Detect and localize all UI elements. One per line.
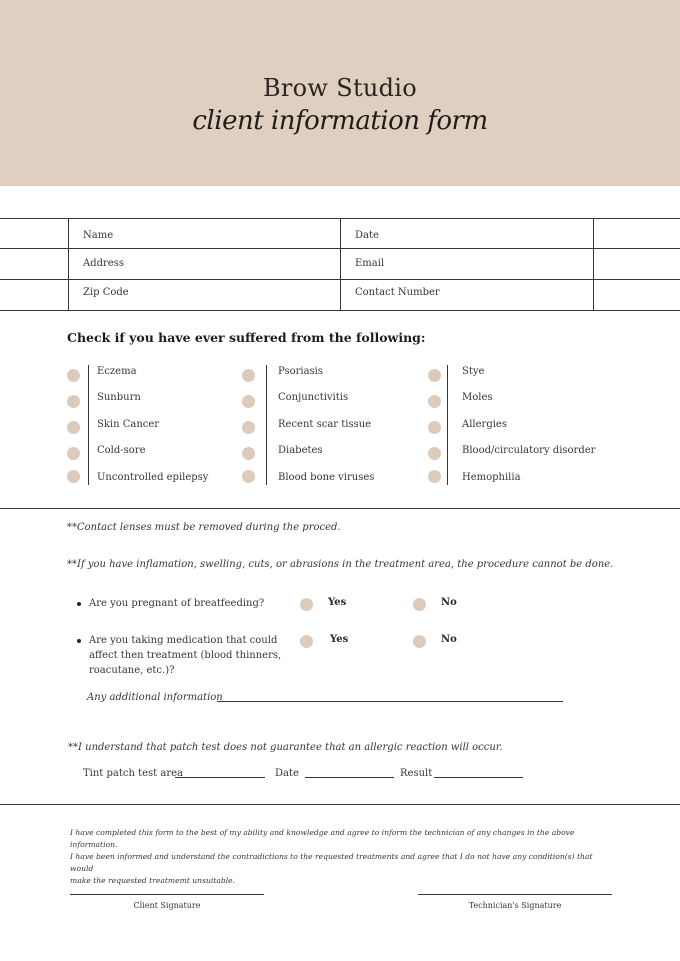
medication-no-label: No xyxy=(441,634,457,645)
condition-label: Recent scar tissue xyxy=(278,419,372,430)
medication-yes-radio[interactable] xyxy=(300,635,313,648)
patch-result-label: Result xyxy=(400,768,433,779)
condition-label: Moles xyxy=(462,392,493,403)
consent-line: I have completed this form to the best of my ability and knowledge and agree to inform the technician of any changes in the above information. xyxy=(70,828,575,849)
condition-label: Uncontrolled epilepsy xyxy=(97,472,209,483)
name-field[interactable]: Name xyxy=(83,230,114,241)
condition-checkbox[interactable] xyxy=(242,470,255,483)
condition-checkbox[interactable] xyxy=(242,447,255,460)
condition-checkbox[interactable] xyxy=(67,369,80,382)
condition-label: Hemophilia xyxy=(462,472,521,483)
technician-signature-input[interactable] xyxy=(418,894,612,895)
bullet-icon xyxy=(77,639,81,643)
medication-yes-label: Yes xyxy=(330,634,349,645)
pregnancy-no-label: No xyxy=(441,597,457,608)
condition-label: Allergies xyxy=(462,419,507,430)
condition-label: Blood/circulatory disorder xyxy=(462,445,596,456)
pregnancy-question: Are you pregnant of breatfeeding? xyxy=(89,598,265,609)
client-signature-input[interactable] xyxy=(70,894,264,895)
additional-info-label: Any additional information xyxy=(87,692,223,703)
condition-checkbox[interactable] xyxy=(428,395,441,408)
medication-question-line2: affect then treatment (blood thinners, xyxy=(89,650,282,661)
section-divider xyxy=(0,804,680,805)
condition-label: Skin Cancer xyxy=(97,419,160,430)
condition-checkbox[interactable] xyxy=(428,421,441,434)
medication-question-line3: roacutane, etc.)? xyxy=(89,665,175,676)
conditions-divider-3 xyxy=(447,365,448,485)
conditions-divider-2 xyxy=(266,365,267,485)
condition-checkbox[interactable] xyxy=(242,395,255,408)
brand-title: Brow Studio xyxy=(262,74,418,102)
table-divider-mid xyxy=(340,218,341,310)
patch-date-label: Date xyxy=(275,768,299,779)
email-field[interactable]: Email xyxy=(355,258,385,269)
date-field[interactable]: Date xyxy=(355,230,379,241)
address-field[interactable]: Address xyxy=(83,258,124,269)
patch-test-note: **I understand that patch test does not guarantee that an allergic reaction will occur. xyxy=(68,742,503,753)
pregnancy-yes-label: Yes xyxy=(328,597,347,608)
consent-line: make the requested treatmemt unsuitable. xyxy=(70,876,236,885)
condition-label: Diabetes xyxy=(278,445,323,456)
conditions-divider-1 xyxy=(88,365,89,485)
condition-checkbox[interactable] xyxy=(67,421,80,434)
additional-info-input[interactable] xyxy=(217,701,563,702)
condition-checkbox[interactable] xyxy=(67,395,80,408)
condition-checkbox[interactable] xyxy=(67,470,80,483)
condition-checkbox[interactable] xyxy=(242,369,255,382)
form-subtitle: client information form xyxy=(192,106,488,136)
section-divider xyxy=(0,508,680,509)
zip-field[interactable]: Zip Code xyxy=(83,287,129,298)
condition-label: Eczema xyxy=(97,366,137,377)
condition-label: Stye xyxy=(462,366,485,377)
condition-label: Psoriasis xyxy=(278,366,324,377)
conditions-title: Check if you have ever suffered from the following: xyxy=(67,330,426,345)
tint-patch-input[interactable] xyxy=(175,777,265,778)
condition-label: Conjunctivitis xyxy=(278,392,349,403)
patch-date-input[interactable] xyxy=(305,777,394,778)
contact-lens-note: **Contact lenses must be removed during the proced. xyxy=(67,522,341,533)
bullet-icon xyxy=(77,602,81,606)
table-line-bottom xyxy=(0,310,680,311)
condition-checkbox[interactable] xyxy=(67,447,80,460)
table-divider-right xyxy=(593,218,594,310)
consent-statement xyxy=(70,827,615,887)
condition-label: Sunburn xyxy=(97,392,141,403)
client-signature-label: Client Signature xyxy=(133,901,201,910)
condition-checkbox[interactable] xyxy=(428,369,441,382)
medication-no-radio[interactable] xyxy=(413,635,426,648)
contact-number-field[interactable]: Contact Number xyxy=(355,287,440,298)
condition-label: Cold-sore xyxy=(97,445,146,456)
technician-signature-label: Technician's Signature xyxy=(468,901,562,910)
condition-label: Blood bone viruses xyxy=(278,472,375,483)
tint-patch-label: Tint patch test area xyxy=(83,768,183,779)
inflammation-note: **If you have inflamation, swelling, cuts, or abrasions in the treatment area, the procedure cannot be done. xyxy=(67,559,614,570)
condition-checkbox[interactable] xyxy=(428,470,441,483)
condition-checkbox[interactable] xyxy=(242,421,255,434)
pregnancy-no-radio[interactable] xyxy=(413,598,426,611)
patch-result-input[interactable] xyxy=(434,777,523,778)
medication-question-line1: Are you taking medication that could xyxy=(89,635,278,646)
consent-line: I have been informed and understand the contradictions to the requested treatments and agree that I do not have any condition(s) that would xyxy=(70,852,593,873)
condition-checkbox[interactable] xyxy=(428,447,441,460)
table-divider-left xyxy=(68,218,69,310)
pregnancy-yes-radio[interactable] xyxy=(300,598,313,611)
